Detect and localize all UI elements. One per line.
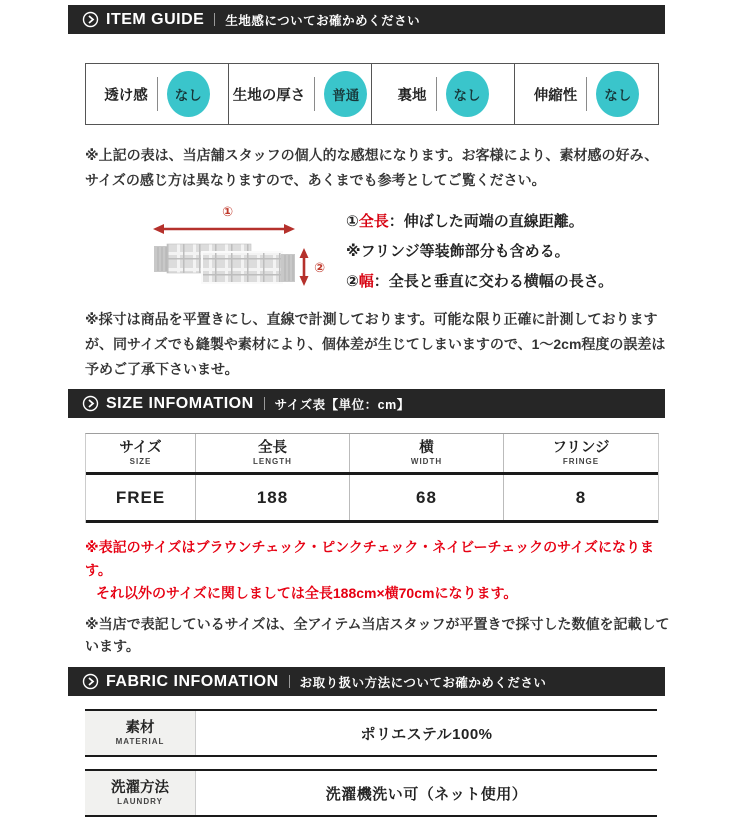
- size-table-header-row: [86, 434, 658, 475]
- fabric-attribute-table: [85, 63, 659, 125]
- cell-value: 8: [575, 487, 587, 507]
- length-arrow: [153, 224, 295, 234]
- cell-value: 188: [256, 487, 289, 507]
- diagram-label-2: ②: [314, 260, 326, 275]
- diagram-label-1: ①: [222, 204, 234, 219]
- attr-label: 伸縮性: [533, 87, 578, 104]
- size-color-note: [85, 536, 671, 605]
- attr-label: 生地の厚さ: [232, 87, 306, 104]
- width-arrow: [300, 248, 309, 286]
- size-info-header-bar: [68, 389, 665, 418]
- cell-value: FREE: [115, 487, 166, 507]
- attr-value-badge: なし: [167, 71, 210, 117]
- header-en: WIDTH: [410, 457, 443, 466]
- circle-arrow-icon: [82, 673, 99, 690]
- header-en: SIZE: [129, 457, 152, 466]
- attribute-disclaimer-note: ※上記の表は、当店舗スタッフの個人的な感想になります。お客様により、素材感の好み、サイズの感じ方は異なりますので、あくまでも参考としてご覧ください。: [85, 147, 659, 188]
- title-separator: [214, 13, 215, 26]
- size-header-length: [196, 434, 350, 472]
- label-jp: 洗濯方法: [111, 780, 169, 796]
- label-jp: 素材: [125, 720, 155, 736]
- title-separator: [264, 397, 265, 410]
- material-value: ポリエステル100%: [360, 725, 493, 743]
- attr-cell-lining: [372, 64, 515, 124]
- header-en: LENGTH: [253, 457, 292, 466]
- size-table: [85, 433, 659, 523]
- size-table-data-row: [86, 475, 658, 523]
- legend-prefix: ②: [346, 273, 359, 290]
- label-en: LAUNDRY: [117, 797, 163, 806]
- section-title: SIZE INFOMATION: [106, 394, 254, 412]
- label-en: MATERIAL: [115, 737, 165, 746]
- legend-line-fringe-note: [346, 237, 613, 267]
- measurement-diagram: [140, 199, 668, 297]
- size-value-fringe: [504, 475, 658, 520]
- measurement-legend: [346, 207, 613, 297]
- legend-prefix: ①: [346, 213, 359, 230]
- size-value-size: [86, 475, 196, 520]
- section-subtitle: サイズ表【単位：cm】: [274, 397, 410, 412]
- size-color-note-line2: それ以外のサイズに関しましては全長188cm×横70cmになります。: [96, 585, 518, 601]
- header-jp: 横: [419, 440, 434, 456]
- attr-value-badge: 普通: [324, 71, 367, 117]
- scarf-measure-illustration: [140, 199, 340, 294]
- size-header-size: [86, 434, 196, 472]
- attr-divider: [157, 77, 158, 111]
- attr-label: 裏地: [397, 87, 427, 104]
- attr-value-badge: なし: [446, 71, 489, 117]
- size-value-length: [196, 475, 350, 520]
- legend-term: 幅: [358, 273, 374, 290]
- legend-term: 全長: [358, 213, 389, 230]
- header-jp: サイズ: [119, 440, 162, 456]
- header-jp: 全長: [258, 440, 287, 456]
- section-title: ITEM GUIDE: [106, 10, 205, 28]
- circle-arrow-icon: [82, 11, 99, 28]
- section-subtitle: 生地感についてお確かめください: [225, 13, 421, 28]
- measuring-disclaimer-note: ※採寸は商品を平置きにし、直線で計測しております。可能な限り正確に計測しておりますが、同サイズでも縫製や素材により、個体差が生じてしまいますので、1〜2cm程度の誤差は予めご了承下さいませ。: [85, 311, 666, 377]
- size-measure-note: ※当店で表記しているサイズは、全アイテム当店スタッフが平置きで採寸した数値を記載しています。: [85, 616, 670, 654]
- material-label-cell: [85, 711, 196, 755]
- legend-text: フリンジ等装飾部分も含める。: [360, 243, 570, 260]
- header-en: FRINGE: [562, 457, 600, 466]
- size-header-fringe: [504, 434, 658, 472]
- attr-label: 透け感: [104, 87, 148, 104]
- laundry-row: [85, 769, 657, 817]
- legend-line-length: [346, 207, 613, 237]
- attr-cell-stretch: [515, 64, 658, 124]
- fabric-info-header-bar: [68, 667, 665, 696]
- attr-divider: [586, 77, 587, 111]
- attr-cell-thickness: [229, 64, 372, 124]
- size-value-width: [350, 475, 504, 520]
- header-jp: フリンジ: [552, 440, 610, 456]
- legend-prefix: ※: [346, 243, 361, 260]
- attr-cell-sheerness: [86, 64, 229, 124]
- attr-divider: [436, 77, 437, 111]
- size-color-note-line1: ※表記のサイズはブラウンチェック・ピンクチェック・ネイビーチェックのサイズになります。: [85, 539, 654, 578]
- section-subtitle: お取り扱い方法についてお確かめください: [299, 675, 547, 690]
- legend-line-width: [346, 267, 613, 297]
- legend-text: ：全長と垂直に交わる横幅の長さ。: [373, 273, 614, 290]
- laundry-value: 洗濯機洗い可（ネット使用）: [325, 785, 528, 803]
- attr-divider: [314, 77, 315, 111]
- size-header-width: [350, 434, 504, 472]
- material-row: [85, 709, 657, 757]
- cell-value: 68: [416, 487, 437, 507]
- attr-value-badge: なし: [596, 71, 639, 117]
- title-separator: [289, 675, 290, 688]
- circle-arrow-icon: [82, 395, 99, 412]
- item-guide-header-bar: [68, 5, 665, 34]
- legend-text: ：伸ばした両端の直線距離。: [388, 213, 584, 230]
- scarf-drawing: [154, 244, 295, 283]
- section-title: FABRIC INFOMATION: [106, 672, 279, 690]
- laundry-label-cell: [85, 771, 196, 815]
